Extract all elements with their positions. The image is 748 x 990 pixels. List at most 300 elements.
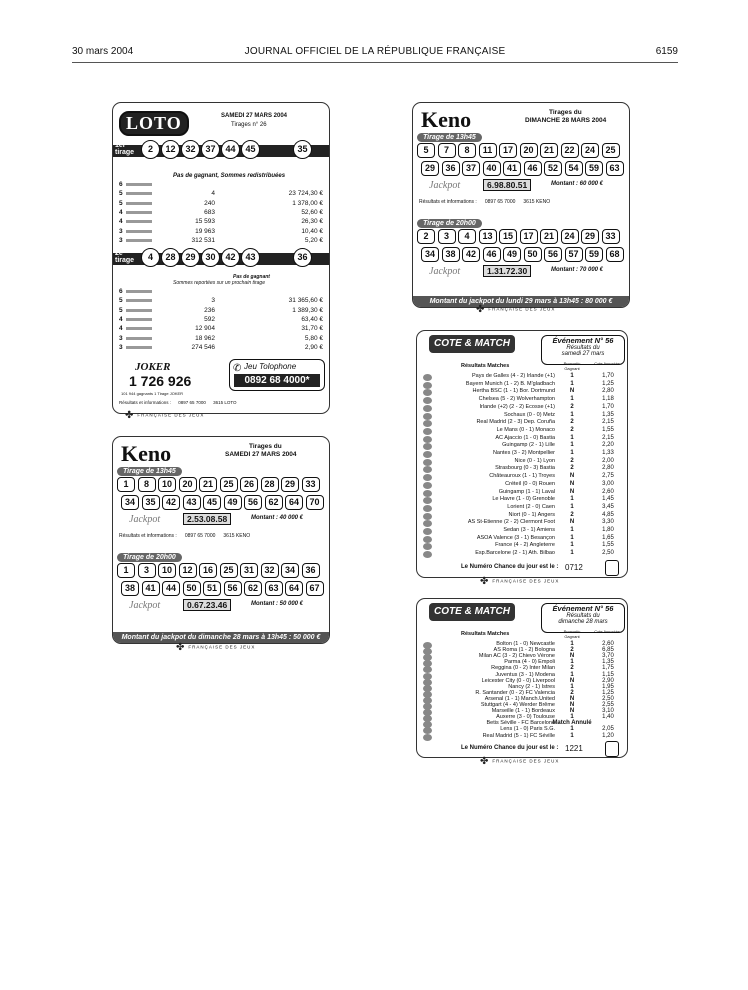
match-cote: 3,70 — [602, 653, 614, 660]
match-prono: 1 — [570, 683, 574, 690]
match-prono: N — [569, 708, 575, 715]
match-cote: 2,60 — [602, 488, 614, 495]
loto-ball: 32 — [181, 140, 200, 159]
match-result: Bolton (1 - 0) Newcastle — [496, 641, 555, 647]
loto-ball: 44 — [221, 140, 240, 159]
loto-prize-row — [119, 181, 325, 190]
keno-number: 56 — [224, 581, 242, 596]
match-cote: 1,55 — [602, 542, 614, 549]
match-prono: N — [569, 519, 575, 526]
match-result: Betis Séville - FC Barcelone — [486, 720, 555, 727]
keno-number: 22 — [561, 143, 579, 158]
keno-number: 17 — [499, 143, 517, 158]
loto-results-phone: 0897 65 7000 — [178, 400, 206, 405]
keno-number: 41 — [142, 581, 160, 596]
match-prono: N — [569, 480, 575, 487]
match-prono: N — [569, 388, 575, 395]
prize-winners: 12 904 — [195, 325, 215, 333]
match-dot — [423, 382, 432, 389]
prize-winners: 274 546 — [191, 343, 215, 351]
phone-box — [229, 359, 325, 391]
match-result: Stuttgart (4 - 4) Werder Brême — [480, 702, 555, 708]
fdj-footer-keno2: ✤ FRANÇAISE DES JEUX — [476, 304, 556, 315]
match-prono: 1 — [570, 726, 574, 733]
prize-rank: 5 — [119, 306, 123, 314]
match-result: Nancy (2 - 1) Istres — [508, 683, 555, 690]
keno-number: 33 — [302, 477, 320, 492]
prize-rank-tag — [126, 239, 152, 242]
loto-ball: 43 — [241, 248, 260, 267]
loto-prize-row — [119, 316, 325, 325]
keno-number: 49 — [503, 247, 521, 262]
prize-rank-tag — [126, 183, 152, 186]
match-result: Guingamp (1 - 1) Laval — [498, 488, 555, 495]
keno-jackpot-number: 1.31.72.30 — [483, 265, 531, 277]
match-result: Lorient (2 - 0) Caen — [507, 503, 555, 510]
match-dot — [423, 436, 432, 443]
match-prono: N — [569, 653, 575, 660]
prize-rank-tag — [126, 230, 152, 233]
match-prono: N — [569, 695, 575, 702]
match-prono: 1 — [570, 714, 574, 721]
loto-first-table — [119, 181, 325, 247]
match-cote: 2,75 — [602, 473, 614, 480]
jackpot-logo: Jackpot — [429, 266, 461, 277]
match-cote: 6,85 — [602, 647, 614, 654]
keno-number: 38 — [121, 581, 139, 596]
keno-number: 64 — [285, 581, 303, 596]
match-dot — [423, 474, 432, 481]
loto-bonus-ball: 36 — [293, 248, 312, 267]
prize-amount: 26,30 € — [301, 218, 323, 226]
loto-ball: 42 — [221, 248, 240, 267]
match-prono: 2 — [570, 403, 574, 410]
keno-number: 12 — [179, 563, 197, 578]
keno-number: 4 — [458, 229, 476, 244]
loto-prize-row — [119, 228, 325, 237]
prize-rank-tag — [126, 202, 152, 205]
match-cote: 3,45 — [602, 503, 614, 510]
keno-number: 34 — [421, 247, 439, 262]
loto-ball: 28 — [161, 248, 180, 267]
clover-icon: ✤ — [476, 304, 486, 315]
keno-logo: Keno — [121, 441, 172, 466]
chance-label: Le Numéro Chance du jour est le : — [461, 744, 559, 751]
keno-number: 49 — [224, 495, 242, 510]
clover-icon: ✤ — [125, 410, 135, 421]
keno-draw-label: Tirage de 13h45 — [117, 467, 182, 476]
prize-rank-tag — [126, 346, 152, 349]
keno-date: SAMEDI 27 MARS 2004 — [225, 451, 297, 458]
match-result: Milan AC (3 - 2) Chievo Vérone — [478, 653, 555, 660]
match-prono: 1 — [570, 659, 574, 666]
match-dot — [423, 551, 432, 558]
match-result: Nice (0 - 1) Lyon — [514, 457, 555, 464]
col-prono-header: Pronostic Gagnant — [563, 629, 581, 639]
match-result: Strasbourg (0 - 3) Bastia — [495, 465, 555, 472]
match-result: Châteauroux (1 - 1) Troyes — [489, 473, 555, 480]
keno-number: 13 — [479, 229, 497, 244]
prize-rank: 6 — [119, 288, 123, 295]
keno-results-info — [419, 199, 550, 205]
keno-draw-label: Tirage de 13h45 — [417, 133, 482, 142]
loto-results-code: 3615 LOTO — [213, 400, 237, 405]
cote-event-date: dimanche 28 mars — [558, 619, 608, 625]
cote-event-number: Événement N° 56 — [552, 336, 614, 345]
keno-number: 36 — [302, 563, 320, 578]
match-prono: 2 — [570, 419, 574, 426]
match-prono: 1 — [570, 671, 574, 678]
match-dot — [423, 420, 432, 427]
prize-rank-tag — [126, 299, 152, 302]
loto-bonus-ball: 35 — [293, 140, 312, 159]
match-result: Chelsea (5 - 2) Wolverhampton — [478, 396, 555, 403]
match-result: Sochaux (0 - 0) Metz — [503, 411, 555, 418]
keno-number: 42 — [462, 247, 480, 262]
keno-number: 20 — [179, 477, 197, 492]
page-header — [72, 46, 678, 60]
loto-ball: 29 — [181, 248, 200, 267]
keno-number: 52 — [544, 161, 562, 176]
joker-note: 101 944 gagnants 1 Tirage JOKER — [121, 391, 184, 396]
match-cote: 2,15 — [602, 434, 614, 441]
match-prono: N — [569, 702, 575, 708]
fdj-footer-loto: ✤ FRANÇAISE DES JEUX — [125, 410, 205, 421]
loto-ball: 12 — [161, 140, 180, 159]
keno-number: 21 — [540, 229, 558, 244]
keno-results-label: Résultats et informations : — [119, 533, 177, 539]
keno-number: 29 — [581, 229, 599, 244]
keno-results-label: Résultats et informations : — [419, 199, 477, 205]
loto-logo: LOTO — [119, 111, 189, 136]
keno-number: 57 — [565, 247, 583, 262]
keno-number: 62 — [244, 581, 262, 596]
phone-number: 0892 68 4000* — [234, 374, 320, 387]
keno-number: 56 — [544, 247, 562, 262]
match-dot — [423, 482, 432, 489]
loto-prize-row — [119, 190, 325, 199]
prize-winners: 15 593 — [195, 218, 215, 226]
prize-amount: 1 378,00 € — [292, 199, 323, 207]
match-result: Esp.Barcelone (2 - 1) Ath. Bilbao — [475, 550, 555, 557]
match-result: Guingamp (2 - 1) Lille — [502, 442, 555, 449]
keno-number: 38 — [442, 247, 460, 262]
match-cote: 1,70 — [602, 373, 614, 379]
keno-number: 10 — [158, 477, 176, 492]
match-prono: 1 — [570, 496, 574, 503]
loto-results-card — [112, 102, 330, 414]
fdj-footer-keno1: ✤ FRANÇAISE DES JEUX — [176, 642, 256, 653]
prize-rank: 4 — [119, 218, 123, 226]
loto-ball: 2 — [141, 140, 160, 159]
keno-jackpot-number: 0.67.23.46 — [183, 599, 231, 611]
match-cote: 1,70 — [602, 403, 614, 410]
match-dot — [423, 528, 432, 535]
prize-rank-tag — [126, 309, 152, 312]
header-page-number: 6159 — [655, 46, 678, 57]
keno-number: 40 — [483, 161, 501, 176]
keno-number: 43 — [183, 495, 201, 510]
match-dot — [423, 497, 432, 504]
prize-rank: 5 — [119, 190, 123, 198]
keno-number: 8 — [458, 143, 476, 158]
match-cote: 1,35 — [602, 411, 614, 418]
match-cote: 2,60 — [602, 641, 614, 647]
keno-results-phone: 0897 65 7000 — [484, 199, 516, 205]
cote-event-subtitle: Résultats du — [566, 345, 600, 351]
loto-second-note-2: Sommes reportées sur un prochain tirage — [173, 280, 265, 286]
keno-results-code: 3615 KENO — [223, 533, 251, 539]
match-result: Marseille (1 - 1) Bordeaux — [491, 708, 555, 715]
loto-date: SAMEDI 27 MARS 2004 — [221, 113, 288, 119]
prize-winners: 4 — [211, 190, 215, 198]
match-prono: 1 — [570, 442, 574, 449]
match-result: ASOA Valence (3 - 1) Besançon — [476, 534, 555, 541]
keno-number: 31 — [240, 563, 258, 578]
match-prono: 1 — [570, 373, 574, 379]
keno-draw-label: Tirage de 20h00 — [417, 219, 482, 228]
keno-number: 70 — [306, 495, 324, 510]
keno-number: 8 — [138, 477, 156, 492]
prize-winners: 240 — [204, 199, 215, 207]
match-prono: 1 — [570, 411, 574, 418]
match-dot — [423, 374, 432, 381]
match-cote: 2,90 — [602, 677, 614, 684]
match-cote: 3,10 — [602, 708, 614, 715]
jackpot-logo: Jackpot — [129, 600, 161, 611]
keno-results-code: 3615 KENO — [523, 199, 551, 205]
keno-number: 10 — [158, 563, 176, 578]
keno-number: 63 — [606, 161, 624, 176]
match-dot — [423, 397, 432, 404]
match-dot — [423, 543, 432, 550]
keno-number: 20 — [520, 143, 538, 158]
match-dot — [423, 466, 432, 473]
match-result: France (4 - 2) Angleterre — [495, 542, 555, 549]
chance-icon — [605, 560, 619, 576]
loto-first-draw — [113, 140, 329, 162]
keno-number: 1 — [117, 563, 135, 578]
match-cote: 2,80 — [602, 388, 614, 395]
keno-number: 46 — [524, 161, 542, 176]
prize-rank: 3 — [119, 227, 123, 235]
prize-winners: 18 962 — [195, 334, 215, 342]
keno-number: 21 — [540, 143, 558, 158]
match-prono: 2 — [570, 426, 574, 433]
loto-prize-row — [119, 307, 325, 316]
match-prono: 1 — [570, 641, 574, 647]
prize-rank: 4 — [119, 325, 123, 333]
match-dot — [423, 490, 432, 497]
keno-number: 50 — [183, 581, 201, 596]
chance-label: Le Numéro Chance du jour est le : — [461, 563, 559, 570]
match-result: Pays de Galles (4 - 2) Irlande (+1) — [472, 373, 555, 379]
jackpot-logo: Jackpot — [129, 514, 161, 525]
keno-number: 2 — [417, 229, 435, 244]
keno-title: Tirages du — [549, 109, 582, 116]
keno-number: 44 — [162, 581, 180, 596]
keno-jackpot-number: 2.53.08.58 — [183, 513, 231, 525]
match-prono: 1 — [570, 380, 574, 387]
keno-jackpot-footer: Montant du jackpot du dimanche 28 mars à 13h45 : 50 000 € — [113, 632, 329, 643]
cote-match-logo: COTE & MATCH — [429, 603, 515, 621]
keno-number: 28 — [261, 477, 279, 492]
keno-number: 64 — [285, 495, 303, 510]
keno-number: 7 — [438, 143, 456, 158]
keno-number: 5 — [417, 143, 435, 158]
keno-number: 24 — [581, 143, 599, 158]
col-results-header: Résultats Matches — [461, 363, 510, 369]
keno-number: 51 — [203, 581, 221, 596]
match-cote: 1,25 — [602, 689, 614, 696]
prize-amount: 23 724,30 € — [288, 190, 323, 198]
match-prono: 2 — [570, 457, 574, 464]
keno-draw-label: Tirage de 20h00 — [117, 553, 182, 562]
keno-montant: Montant : 50 000 € — [251, 601, 304, 607]
match-prono: N — [569, 677, 575, 684]
match-result: Le Mans (0 - 1) Monaco — [496, 426, 555, 433]
loto-prize-row — [119, 297, 325, 306]
match-prono: N — [569, 488, 575, 495]
phone-icon: ✆ — [233, 363, 242, 374]
keno-montant: Montant : 60 000 € — [551, 181, 604, 187]
chance-number: 0712 — [565, 562, 583, 572]
keno-number: 25 — [220, 563, 238, 578]
keno-number: 3 — [438, 229, 456, 244]
match-dot — [423, 734, 432, 741]
match-result: Créteil (0 - 0) Rouen — [505, 480, 555, 487]
match-result: Real Madrid (2 - 3) Dep. Coruña — [476, 419, 555, 426]
loto-first-draw-label: 1er tirage — [115, 142, 135, 156]
loto-prize-row — [119, 344, 325, 353]
keno-number: 63 — [265, 581, 283, 596]
keno-title: Tirages du — [249, 443, 282, 450]
loto-prize-row — [119, 335, 325, 344]
prize-rank: 4 — [119, 315, 123, 323]
match-prono: 2 — [570, 465, 574, 472]
chance-icon — [605, 741, 619, 757]
phone-title: Jeu Tolophone — [244, 362, 297, 371]
prize-rank-tag — [126, 318, 152, 321]
keno-date: DIMANCHE 28 MARS 2004 — [525, 117, 607, 124]
prize-rank: 4 — [119, 208, 123, 216]
match-prono: 1 — [570, 542, 574, 549]
keno-number: 15 — [499, 229, 517, 244]
match-cote: 4,85 — [602, 511, 614, 518]
match-cote: 2,00 — [602, 457, 614, 464]
col-prono-header: Pronostic Gagnant — [563, 361, 581, 371]
match-cote: 1,80 — [602, 527, 614, 533]
match-cote: 1,35 — [602, 659, 614, 666]
keno-number: 32 — [261, 563, 279, 578]
keno-number: 33 — [602, 229, 620, 244]
match-dot — [423, 536, 432, 543]
keno-number: 25 — [602, 143, 620, 158]
loto-prize-row — [119, 209, 325, 218]
loto-prize-row — [119, 237, 325, 246]
prize-winners: 683 — [204, 208, 215, 216]
keno-number: 41 — [503, 161, 521, 176]
loto-second-draw-label: 2e tirage — [115, 250, 135, 264]
keno-number: 59 — [585, 161, 603, 176]
match-cote: 1,45 — [602, 496, 614, 503]
match-cote: 1,65 — [602, 534, 614, 541]
keno-saturday-card — [112, 436, 330, 644]
match-result: Real Madrid (5 - 1) FC Séville — [482, 732, 555, 739]
match-cote: 1,95 — [602, 683, 614, 690]
match-dot — [423, 443, 432, 450]
match-prono: N — [569, 473, 575, 480]
prize-rank-tag — [126, 290, 152, 293]
match-result: AS Roma (1 - 2) Bologna — [493, 647, 555, 654]
keno-number: 17 — [520, 229, 538, 244]
prize-rank-tag — [126, 211, 152, 214]
match-cote: 1,75 — [602, 665, 614, 672]
match-prono: 1 — [570, 503, 574, 510]
keno-number: 1 — [117, 477, 135, 492]
prize-amount: 5,80 € — [304, 334, 323, 342]
keno-sunday-card — [412, 102, 630, 308]
match-result: Hertha BSC (1 - 1) Bor. Dortmund — [472, 388, 555, 395]
prize-amount: 52,60 € — [301, 208, 323, 216]
keno-number: 26 — [240, 477, 258, 492]
prize-rank: 6 — [119, 181, 123, 188]
match-result: AS St-Étienne (2 - 2) Clermont Foot — [467, 519, 555, 526]
match-cote: 2,15 — [602, 419, 614, 426]
header-title: JOURNAL OFFICIEL DE LA RÉPUBLIQUE FRANÇAISE — [244, 46, 506, 57]
match-cote: 1,40 — [602, 714, 614, 721]
match-prono: 1 — [570, 534, 574, 541]
match-result: Auxerre (3 - 0) Toulouse — [496, 714, 555, 721]
match-result: Arsenal (1 - 1) Manch.United — [484, 695, 555, 702]
fdj-footer-cote2: ✤ FRANÇAISE DES JEUX — [480, 756, 560, 767]
match-result: R. Santander (0 - 2) FC Valencia — [475, 689, 555, 696]
keno-number: 46 — [483, 247, 501, 262]
match-prono: 1 — [570, 527, 574, 533]
match-result: Bayern Munich (1 - 2) B. M'gladbach — [465, 380, 555, 387]
prize-rank: 5 — [119, 199, 123, 207]
loto-ball: 4 — [141, 248, 160, 267]
prize-amount: 63,40 € — [301, 315, 323, 323]
prize-rank: 5 — [119, 297, 123, 305]
loto-prize-row — [119, 325, 325, 334]
keno-number: 25 — [220, 477, 238, 492]
prize-amount: 10,40 € — [301, 227, 323, 235]
keno-number: 67 — [306, 581, 324, 596]
match-cote: 3,00 — [602, 480, 614, 487]
prize-winners: 592 — [204, 315, 215, 323]
prize-amount: 5,20 € — [304, 236, 323, 244]
match-cote: 2,50 — [602, 695, 614, 702]
match-cote: 2,50 — [602, 550, 614, 557]
match-result: Juventus (3 - 1) Modena — [495, 671, 555, 678]
loto-results-label: Résultats et informations : — [119, 400, 172, 405]
match-cote: 1,55 — [602, 426, 614, 433]
joker-number: 1 726 926 — [129, 373, 192, 389]
loto-prize-row — [119, 200, 325, 209]
match-cote: 2,05 — [602, 726, 614, 733]
keno-number: 35 — [142, 495, 160, 510]
cote-match-logo: COTE & MATCH — [429, 335, 515, 353]
col-cote-header: Cote Associée — [594, 629, 620, 634]
keno-number: 3 — [138, 563, 156, 578]
match-result: Nantes (3 - 2) Montpellier — [492, 450, 555, 456]
keno-logo: Keno — [421, 107, 472, 132]
keno-jackpot-footer: Montant du jackpot du lundi 29 mars à 13h45 : 80 000 € — [413, 296, 629, 307]
match-prono: 1 — [570, 450, 574, 456]
cote-event-number: Événement N° 56 — [552, 604, 614, 613]
match-result: Le Havre (1 - 0) Grenoble — [492, 496, 555, 503]
